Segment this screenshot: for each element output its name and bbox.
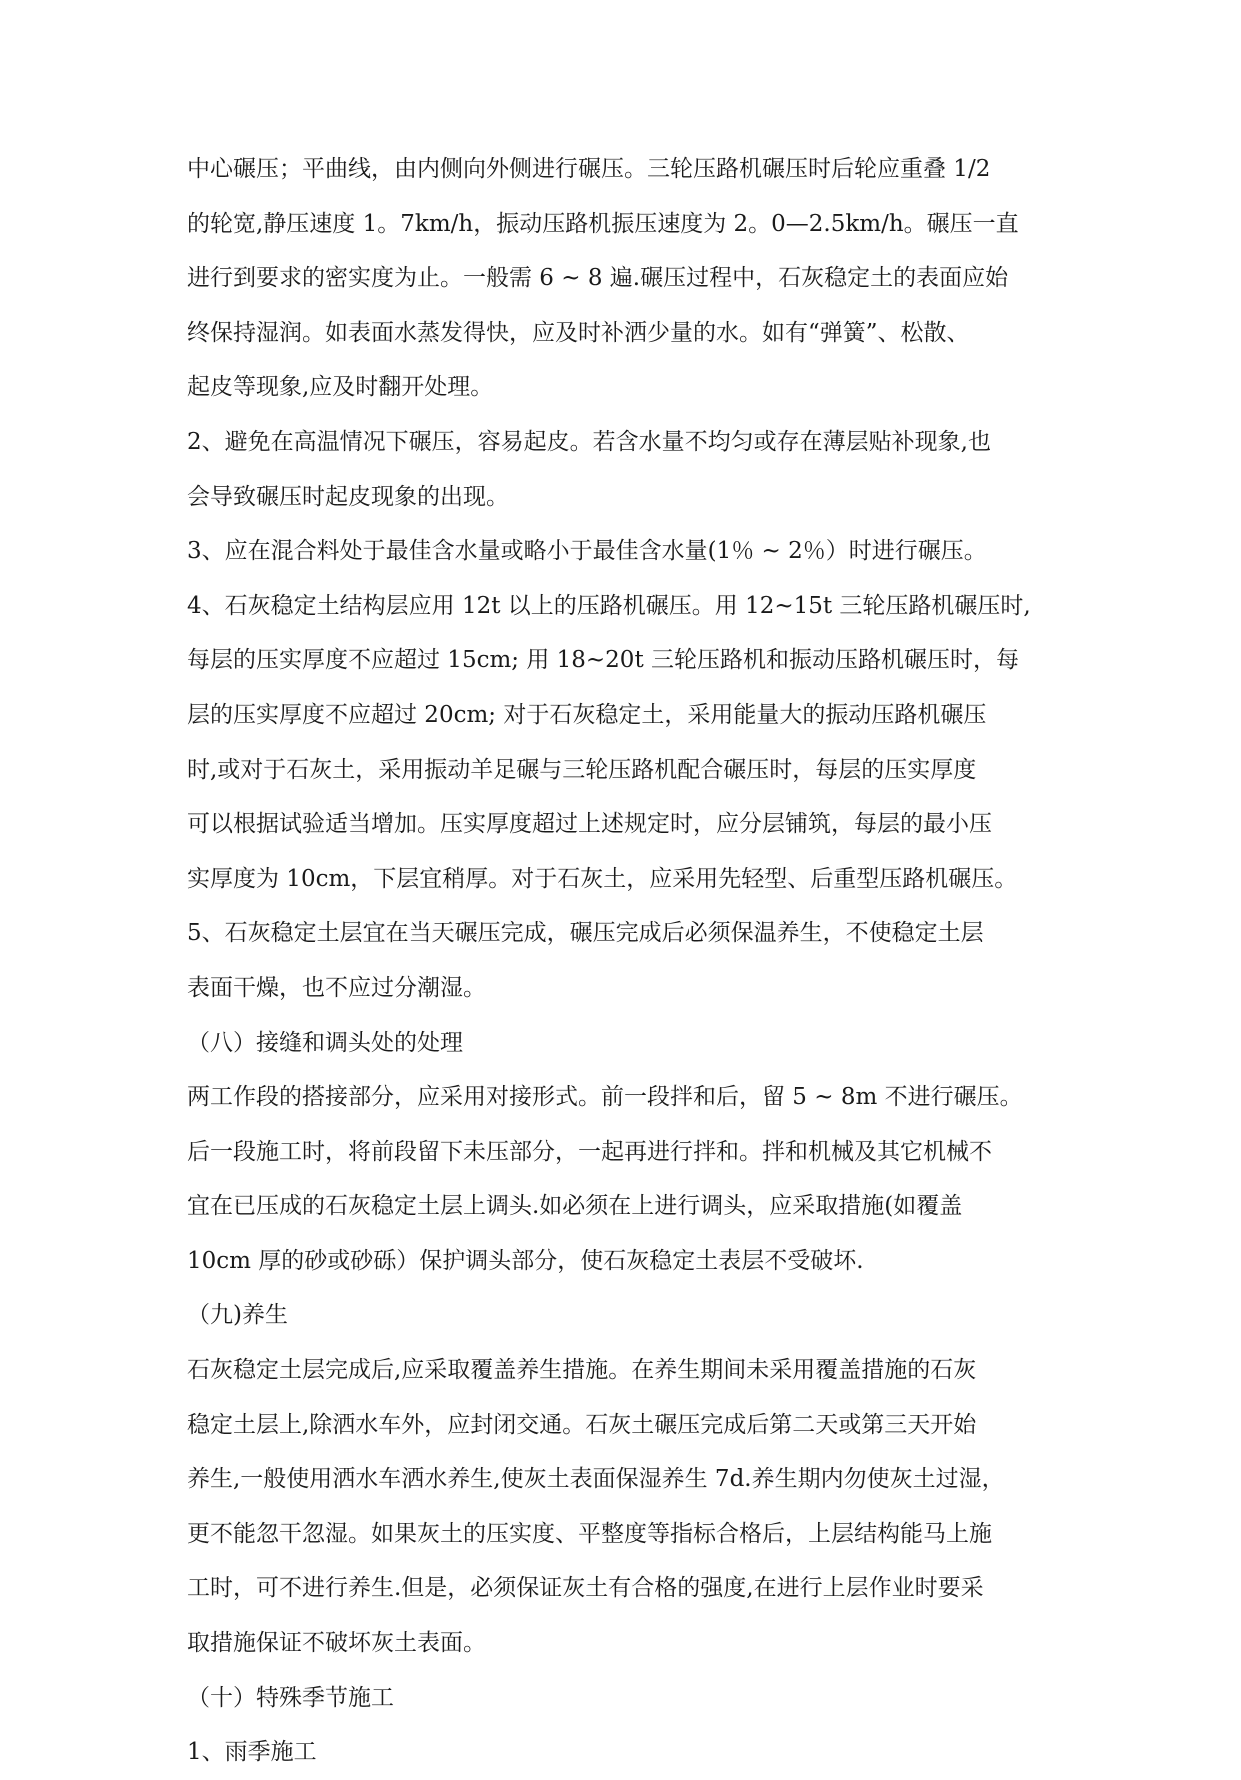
text-line: 更不能忽干忽湿。如果灰土的压实度、平整度等指标合格后，上层结构能马上施 <box>187 1520 992 1547</box>
text-line: 后一段施工时，将前段留下未压部分，一起再进行拌和。拌和机械及其它机械不 <box>187 1138 992 1165</box>
text-line: 4、石灰稳定土结构层应用 12t 以上的压路机碾压。用 12~15t 三轮压路机碾压时, <box>187 592 1031 619</box>
text-line: 层的压实厚度不应超过 20cm; 对于石灰稳定土，采用能量大的振动压路机碾压 <box>187 701 987 728</box>
text-line: 进行到要求的密实度为止。一般需 6 ~ 8 遍.碾压过程中，石灰稳定土的表面应始 <box>187 265 1009 292</box>
text-line: 3、应在混合料处于最佳含水量或略小于最佳含水量(1％ ~ 2％）时进行碾压。 <box>187 538 987 565</box>
text-line: 时,或对于石灰土，采用振动羊足碾与三轮压路机配合碾压时，每层的压实厚度 <box>187 756 977 783</box>
text-line: 2、避免在高温情况下碾压，容易起皮。若含水量不均匀或存在薄层贴补现象,也 <box>187 428 991 455</box>
text-line: 起皮等现象,应及时翻开处理。 <box>187 374 494 401</box>
subsection-heading: 1、雨季施工 <box>187 1739 317 1766</box>
text-line: 中心碾压；平曲线，由内侧向外侧进行碾压。三轮压路机碾压时后轮应重叠 1/2 <box>187 156 991 182</box>
text-line: 取措施保证不破坏灰土表面。 <box>187 1630 486 1657</box>
section-heading: （九)养生 <box>187 1302 288 1329</box>
document-body <box>187 142 1067 1780</box>
text-line: 可以根据试验适当增加。压实厚度超过上述规定时，应分层铺筑，每层的最小压 <box>187 811 992 838</box>
text-line: 稳定土层上,除洒水车外，应封闭交通。石灰土碾压完成后第二天或第三天开始 <box>187 1411 977 1438</box>
text-line: 会导致碾压时起皮现象的出现。 <box>187 483 509 510</box>
text-line: 每层的压实厚度不应超过 15cm; 用 18~20t 三轮压路机和振动压路机碾压时，每 <box>187 647 1019 674</box>
text-line: 石灰稳定土层完成后,应采取覆盖养生措施。在养生期间未采用覆盖措施的石灰 <box>187 1357 977 1384</box>
text-line: 5、石灰稳定土层宜在当天碾压完成，碾压完成后必须保温养生，不使稳定土层 <box>187 920 984 947</box>
text-line: 宜在已压成的石灰稳定土层上调头.如必须在上进行调头，应采取措施(如覆盖 <box>187 1193 963 1220</box>
text-line: 养生,一般使用洒水车洒水养生,使灰土表面保湿养生 7d.养生期内勿使灰土过湿， <box>187 1466 1005 1493</box>
text-line: 10cm 厚的砂或砂砾）保护调头部分，使石灰稳定土表层不受破坏. <box>187 1247 864 1274</box>
text-line: 实厚度为 10cm，下层宜稍厚。对于石灰土，应采用先轻型、后重型压路机碾压。 <box>187 865 1018 892</box>
text-line: 工时，可不进行养生.但是，必须保证灰土有合格的强度,在进行上层作业时要采 <box>187 1575 984 1602</box>
text-line: 的轮宽,静压速度 1。7km/h，振动压路机振压速度为 2。0—2.5km/h。碾压一直 <box>187 210 1019 237</box>
text-line: 终保持湿润。如表面水蒸发得快，应及时补洒少量的水。如有“弹簧”、松散、 <box>187 319 970 346</box>
section-heading: （八）接缝和调头处的处理 <box>187 1029 463 1056</box>
section-heading: （十）特殊季节施工 <box>187 1684 394 1711</box>
text-line: 表面干燥，也不应过分潮湿。 <box>187 974 486 1001</box>
text-line: 两工作段的搭接部分，应采用对接形式。前一段拌和后，留 5 ~ 8m 不进行碾压。 <box>187 1084 1023 1111</box>
